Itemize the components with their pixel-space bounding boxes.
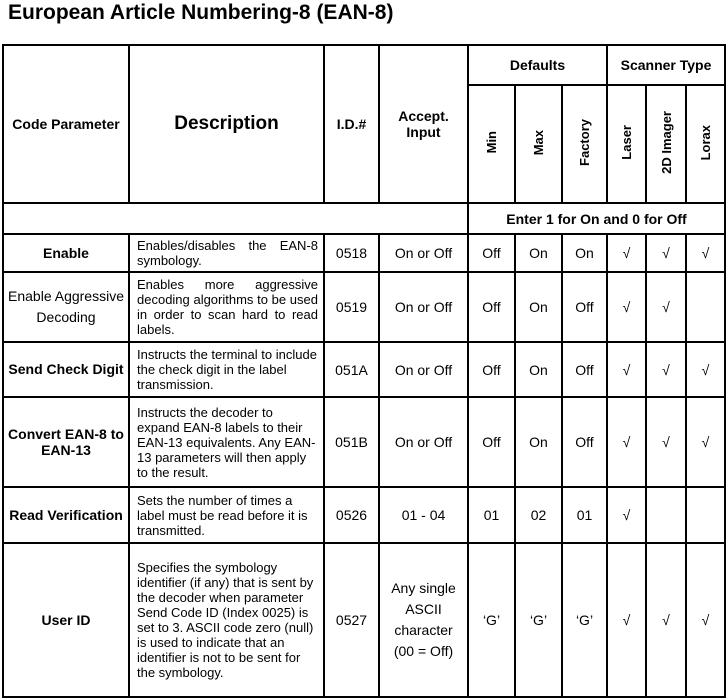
default-min: 01 <box>468 487 515 543</box>
default-factory: Off <box>562 397 607 487</box>
default-factory: 01 <box>562 487 607 543</box>
param-id: 051A <box>324 342 379 397</box>
table-row <box>3 397 725 487</box>
default-max: On <box>515 342 562 397</box>
header-factory: Factory <box>562 85 607 203</box>
laser-check: √ <box>607 272 646 342</box>
default-max: ‘G’ <box>515 543 562 697</box>
header-id: I.D.# <box>324 45 379 203</box>
header-2d-imager: 2D Imager <box>646 85 686 203</box>
page-title: European Article Numbering-8 (EAN-8) <box>8 1 394 24</box>
table-row <box>3 342 725 397</box>
param-input: On or Off <box>379 342 468 397</box>
header-max: Max <box>515 85 562 203</box>
param-name: Convert EAN-8 to EAN-13 <box>3 397 129 487</box>
default-min: Off <box>468 397 515 487</box>
default-max: On <box>515 234 562 272</box>
note-spacer <box>3 203 468 234</box>
default-factory: ‘G’ <box>562 543 607 697</box>
param-name: User ID <box>3 543 129 697</box>
param-name: Send Check Digit <box>3 342 129 397</box>
imager-check: √ <box>646 234 686 272</box>
lorax-check: √ <box>686 543 725 697</box>
param-name: Enable Aggressive Decoding <box>3 272 129 342</box>
header-laser: Laser <box>607 85 646 203</box>
laser-check: √ <box>607 234 646 272</box>
default-max: On <box>515 272 562 342</box>
default-factory: Off <box>562 342 607 397</box>
param-description: Specifies the symbology identifier (if any) that is sent by the decoder when parameter Send Code ID (Index 0025) is set to 3. ASCII code zero (null) is used to indicate that an identifier is not to be sent for the symbology. <box>129 543 324 697</box>
header-min: Min <box>468 85 515 203</box>
header-lorax: Lorax <box>686 85 725 203</box>
param-description: Enables/disables the EAN-8 symbology. <box>129 234 324 272</box>
default-max: On <box>515 397 562 487</box>
param-description: Enables more aggressive decoding algorithms to be used in order to scan hard to read labels. <box>129 272 324 342</box>
laser-check: √ <box>607 397 646 487</box>
header-description: Description <box>129 45 324 203</box>
param-description: Instructs the terminal to include the check digit in the label transmission. <box>129 342 324 397</box>
laser-check: √ <box>607 487 646 543</box>
param-id: 0518 <box>324 234 379 272</box>
lorax-check <box>686 487 725 543</box>
header-code-parameter: Code Parameter <box>3 45 129 203</box>
param-name: Read Verification <box>3 487 129 543</box>
lorax-check: √ <box>686 397 725 487</box>
param-description: Sets the number of times a label must be read before it is transmitted. <box>129 487 324 543</box>
imager-check: √ <box>646 543 686 697</box>
param-id: 0527 <box>324 543 379 697</box>
laser-check: √ <box>607 342 646 397</box>
note-cell: Enter 1 for On and 0 for Off <box>468 203 725 234</box>
lorax-check: √ <box>686 342 725 397</box>
header-accept-input: Accept. Input <box>379 45 468 203</box>
param-description: Instructs the decoder to expand EAN-8 labels to their EAN-13 equivalents. Any EAN-13 parameters will then apply to the result. <box>129 397 324 487</box>
table-row <box>3 272 725 342</box>
table-row <box>3 487 725 543</box>
laser-check: √ <box>607 543 646 697</box>
param-id: 051B <box>324 397 379 487</box>
param-input: On or Off <box>379 234 468 272</box>
header-scanner-type: Scanner Type <box>607 45 725 85</box>
imager-check: √ <box>646 342 686 397</box>
param-input: On or Off <box>379 272 468 342</box>
default-min: ‘G’ <box>468 543 515 697</box>
default-min: Off <box>468 342 515 397</box>
default-factory: On <box>562 234 607 272</box>
table-row <box>3 543 725 697</box>
lorax-check: √ <box>686 234 725 272</box>
param-input: 01 - 04 <box>379 487 468 543</box>
param-id: 0519 <box>324 272 379 342</box>
param-input: On or Off <box>379 397 468 487</box>
param-name: Enable <box>3 234 129 272</box>
default-min: Off <box>468 234 515 272</box>
imager-check: √ <box>646 397 686 487</box>
table-row <box>3 234 725 272</box>
default-max: 02 <box>515 487 562 543</box>
param-input: Any single ASCII character (00 = Off) <box>379 543 468 697</box>
header-defaults: Defaults <box>468 45 607 85</box>
param-id: 0526 <box>324 487 379 543</box>
default-factory: Off <box>562 272 607 342</box>
ean8-parameter-table <box>2 44 726 698</box>
imager-check: √ <box>646 272 686 342</box>
imager-check <box>646 487 686 543</box>
default-min: Off <box>468 272 515 342</box>
lorax-check <box>686 272 725 342</box>
